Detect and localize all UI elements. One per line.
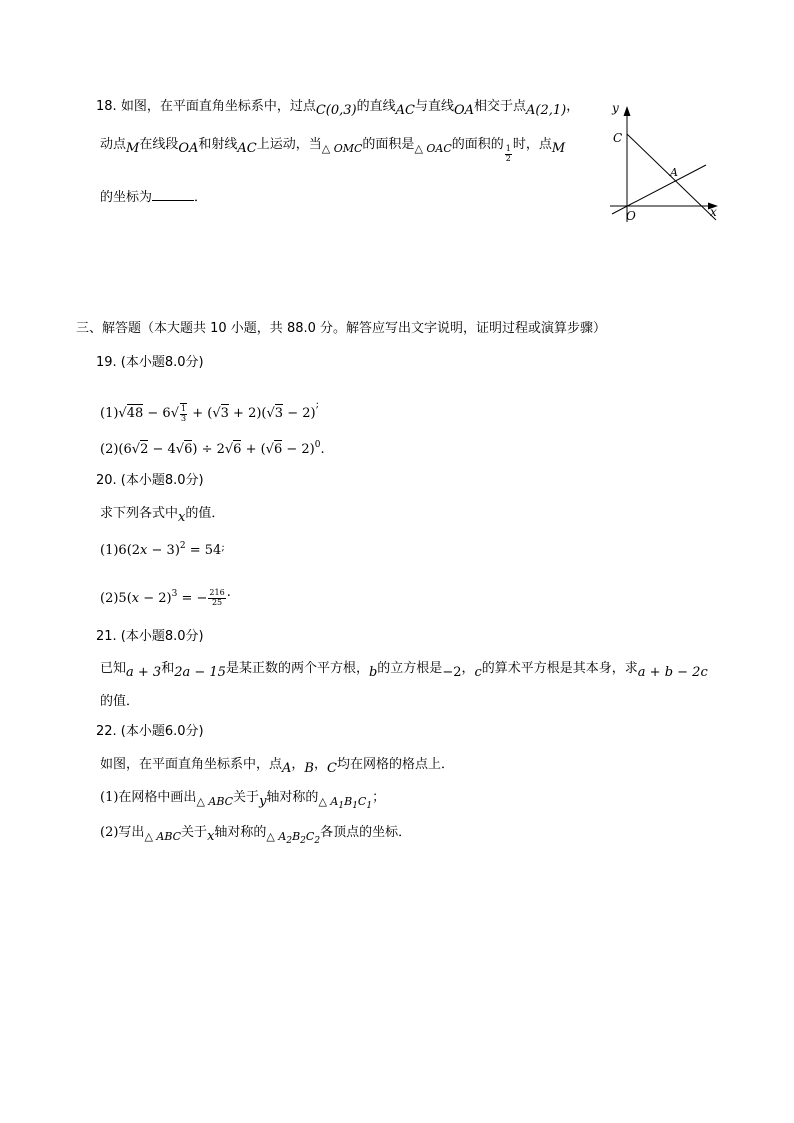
q22-text: 轴对称的 [214,825,267,840]
q21-value-neg2: −2 [442,665,462,680]
q18-comma: ， [566,99,580,114]
q18-point-c: C(0,3) [315,103,357,118]
q19-part-2: $(2)(6√2 - 4√6) \div 2√6 + (√6 - 2)^0$. [100,440,325,457]
q21-line-2: 的值． [100,694,140,709]
q22-axis-x: x [207,829,215,844]
q18-text: 与直线 [414,99,454,114]
q18-point-m2: M [551,140,566,156]
q18-text: 和射线 [198,136,238,152]
q22-part-1 [100,790,386,811]
q18-point-m: M [126,140,140,156]
q22-triangle-a2b2c2: △ A2B2C2 [266,830,321,846]
q18-line-2 [100,135,566,163]
q18-figure [600,100,730,230]
q22-text: 写出 [118,825,145,840]
q18-text: 时，点 [512,136,552,152]
q18-triangle-oac: △ OAC [414,141,452,155]
q22-header: 22. (本小题6.0分) [96,724,204,739]
q18-answer-blank[interactable] [152,189,194,201]
q22-triangle-a1b1c1: △ A1B1C1 [318,795,373,811]
q18-fraction-half: $\frac{1}{2}$ [505,144,511,163]
q22-point-a: A [282,761,292,776]
q20-term: 6(2 [118,543,141,558]
q19-p2-label: (2) [100,442,119,457]
q20-var-x: x [178,510,186,525]
q19-term: ) ÷ 2 [192,442,225,457]
q20-term: 5( [118,591,132,606]
q22-text: 均在网格的格点上． [336,757,454,772]
q21-line-1 [100,661,708,680]
q21-expr-target: a + b − 2c [637,665,708,680]
q20-header: 20. (本小题8.0分) [96,473,204,488]
label-a: A [670,166,678,179]
line-oa [612,165,706,214]
sqrt-3: 3 [220,406,229,421]
q22-p1-label: (1) [100,790,119,805]
q18-text: 的直线 [356,99,396,114]
q22-text: 关于 [181,825,208,840]
q21-text: ， [461,661,475,676]
q19-term: − 2) [283,406,316,421]
sqrt-2: 2 [140,442,149,457]
label-x: x [710,205,717,219]
q22-sep: ， [291,757,305,772]
q22-text: 轴对称的 [266,790,319,805]
q18-text: 上运动，当 [256,136,322,152]
q20-text: 的值． [185,506,225,521]
q19-p1-label: (1) [100,406,119,421]
q22-axis-y: y [259,794,267,809]
q18-text: 的坐标为 [100,190,153,205]
q20-part-1 [100,542,225,557]
q21-expr-a-plus-3: a + 3 [126,665,162,680]
q21-text: 的算术平方根是其本身，求 [481,661,638,676]
sqrt-6: 6 [184,442,193,457]
q21-text: 的立方根是 [377,661,443,676]
q20-term: − 3) [147,543,180,558]
q22-text: 各顶点的坐标． [320,825,412,840]
y-axis-arrow-icon [624,106,631,116]
q18-line-1 [96,99,580,118]
q19-p2-end: . [320,442,325,457]
sqrt-6: 6 [273,442,283,457]
q20-term: = − [177,591,208,606]
q18-text: 的面积的 [451,136,504,152]
q20-p2-label: (2) [100,591,119,606]
q22-triangle-abc: △ ABC [196,795,234,808]
q20-term: − 2) [139,591,172,606]
q19-p1-end: ; [315,399,319,410]
q18-number: 18. [96,99,117,114]
q22-p2-label: (2) [100,825,119,840]
q20-exponent: 3 [171,589,178,599]
q22-intro [100,757,454,776]
q22-text: 在网格中画出 [118,790,197,805]
label-o: O [626,209,636,223]
label-y: y [612,101,619,115]
q18-segment-oa: OA [178,140,199,156]
q20-term: = 54 [185,543,222,558]
q22-text: 关于 [233,790,260,805]
q19-term: − 2) [282,442,315,457]
q20-p1-end: ; [221,542,225,553]
q20-p2-end: . [226,585,231,600]
q21-text: 和 [161,661,175,676]
q21-var-b: b [368,665,378,680]
q21-var-c: c [474,665,482,680]
q19-term: + ( [241,442,266,457]
q21-expr-2a-minus-15: 2a − 15 [174,665,226,680]
q22-triangle-abc: △ ABC [144,830,182,843]
sqrt-6: 6 [233,442,242,457]
q18-period: ． [194,190,208,205]
q19-exponent: 0 [314,440,321,450]
q19-term: + 2)( [228,406,267,421]
sqrt-3: 3 [274,406,284,421]
q19-header: 19. (本小题8.0分) [96,355,204,370]
q18-triangle-omc: △ OMC [321,141,363,155]
q18-point-a: A(2,1) [526,103,567,118]
q20-exponent: 2 [179,541,186,551]
q18-line-3 [100,189,207,204]
q22-text: 如图，在平面直角坐标系中，点 [100,757,283,772]
q20-part-2 [100,586,231,608]
q20-text: 求下列各式中 [100,506,179,521]
q18-text: 动点 [100,136,127,152]
q19-term: + ( [188,406,213,421]
q20-var-x: x [131,591,140,606]
q18-ray-ac: AC [237,140,257,156]
q19-term: − 6 [143,406,171,421]
q18-text: 如图，在平面直角坐标系中，过点 [120,99,316,114]
q18-line-ac: AC [395,103,415,118]
q19-term: − 4 [148,442,176,457]
q22-p1-end: ； [372,790,386,805]
q20-p1-label: (1) [100,543,119,558]
q21-text: 已知 [100,661,127,676]
q21-text: 是某正数的两个平方根， [225,661,369,676]
q22-point-c: C [327,761,337,776]
q18-text: 在线段 [139,136,179,152]
q19-term: (6 [118,442,132,457]
q19-part-1: (1)√48 − 6√ $\frac{1}{3}$ + (√3 + 2)(√3 − 2); [100,399,319,423]
q21-header: 21. (本小题8.0分) [96,629,204,644]
sqrt-frac-one-third: $\frac{1}{3}$ [181,404,187,423]
section-3-title: 三、解答题（本大题共 10 小题，共 88.0 分。解答应写出文字说明，证明过程或演算步骤） [76,321,607,336]
q18-line-oa: OA [453,103,475,118]
label-c: C [613,131,623,145]
q20-intro [100,506,225,525]
q22-point-b: B [304,761,314,776]
sqrt-48: 48 [126,406,144,421]
q18-text: 的面积是 [362,136,415,152]
q18-text: 相交于点 [474,99,527,114]
fraction-216-25: $\frac{216}{25}$ [209,588,225,607]
q20-var-x: x [140,543,148,558]
q22-part-2 [100,825,412,846]
q22-sep: ， [313,757,327,772]
